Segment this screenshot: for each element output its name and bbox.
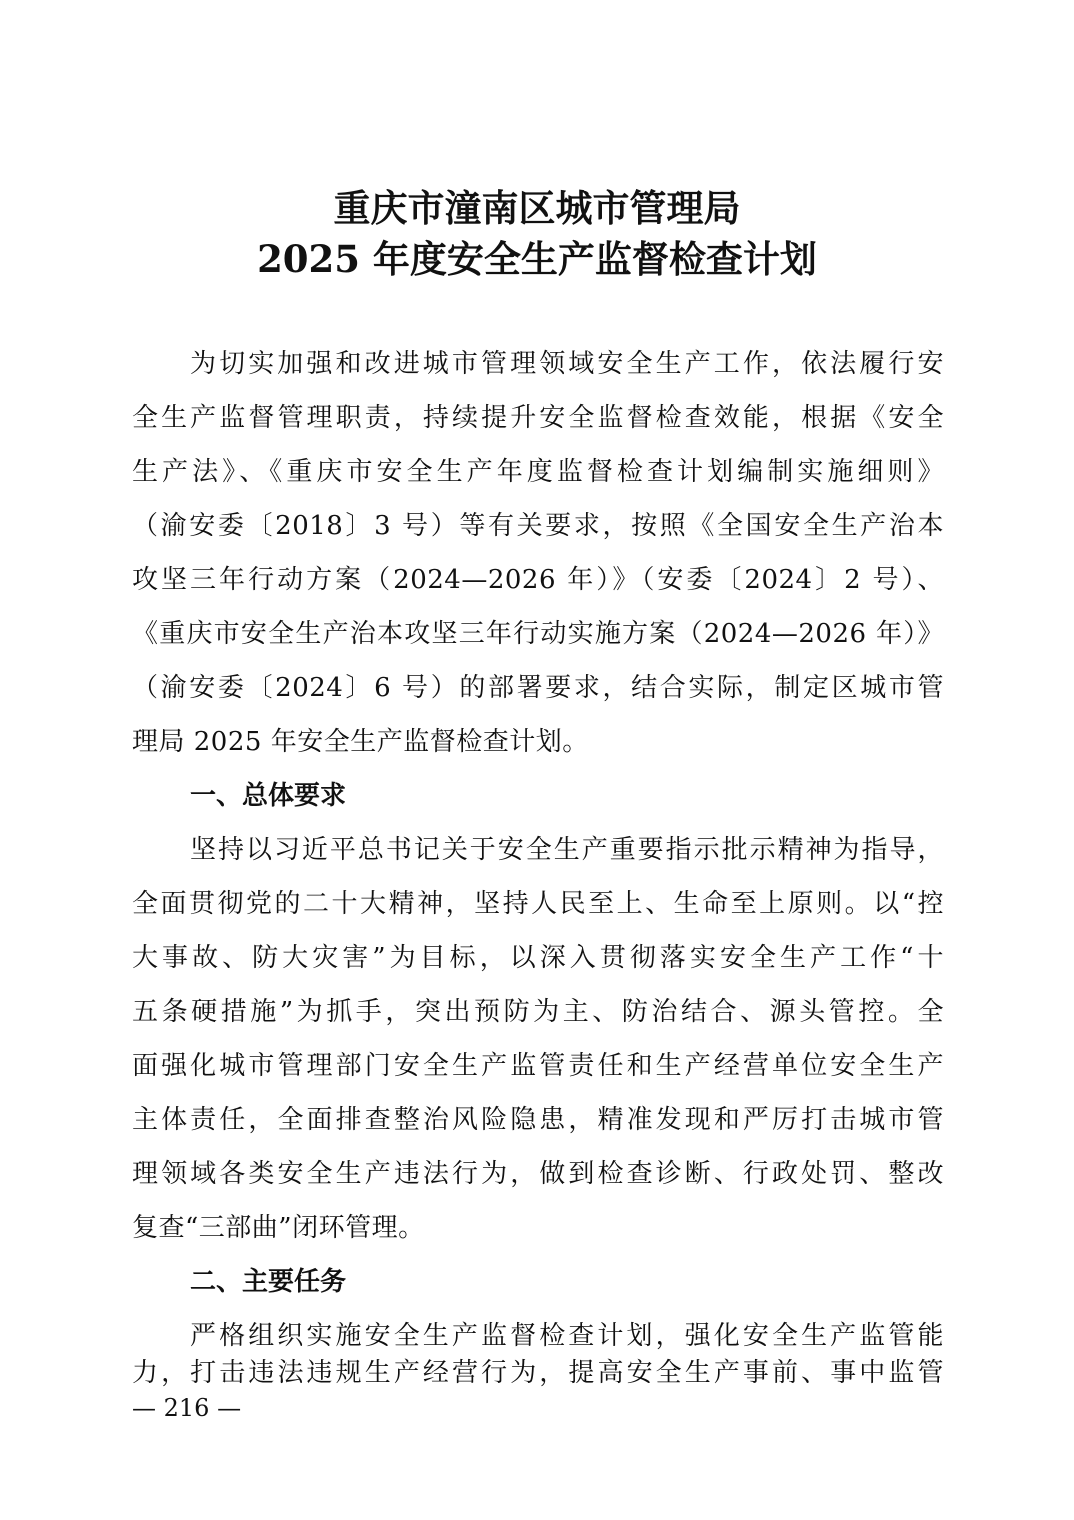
text-line: 五条硬措施”为抓手，突出预防为主、防治结合、源头管控。全 — [132, 997, 944, 1027]
text-line: 为切实加强和改进城市管理领域安全生产工作，依法履行安 — [190, 349, 944, 379]
text-line: （渝安委〔2018〕3 号）等有关要求，按照《全国安全生产治本 — [132, 511, 944, 541]
text-line: 生产法》、《重庆市安全生产年度监督检查计划编制实施细则》 — [132, 457, 944, 487]
text-line: 大事故、防大灾害”为目标，以深入贯彻落实安全生产工作“十 — [132, 943, 944, 973]
section-heading-2: 二、主要任务 — [190, 1267, 347, 1297]
text-line: 理领域各类安全生产违法行为，做到检查诊断、行政处罚、整改 — [132, 1159, 944, 1189]
text-line: 全生产监督管理职责，持续提升安全监督检查效能，根据《安全 — [132, 403, 944, 433]
text-line: 严格组织实施安全生产监督检查计划，强化安全生产监管能 — [190, 1321, 944, 1351]
text-line: 全面贯彻党的二十大精神，坚持人民至上、生命至上原则。以“控 — [132, 889, 944, 919]
text-line: 坚持以习近平总书记关于安全生产重要指示批示精神为指导， — [190, 835, 944, 865]
section-heading-1: 一、总体要求 — [190, 781, 347, 811]
title-line-2: 2025 年度安全生产监督检查计划 — [257, 237, 817, 281]
text-line: 力，打击违法违规生产经营行为，提高安全生产事前、事中监管 — [132, 1358, 944, 1388]
text-line: 复查“三部曲”闭环管理。 — [132, 1213, 425, 1243]
title-line-1: 重庆市潼南区城市管理局 — [333, 186, 741, 230]
page-number: — 216 — — [132, 1394, 242, 1422]
text-line: 《重庆市安全生产治本攻坚三年行动实施方案（2024—2026 年）》 — [132, 619, 944, 649]
text-line: 主体责任，全面排查整治风险隐患，精准发现和严厉打击城市管 — [132, 1105, 944, 1135]
text-line: 面强化城市管理部门安全生产监管责任和生产经营单位安全生产 — [132, 1051, 944, 1081]
text-line: 理局 2025 年安全生产监督检查计划。 — [132, 727, 589, 757]
text-line: 攻坚三年行动方案（2024—2026 年）》（安委〔2024〕2 号）、 — [132, 565, 944, 595]
text-line: （渝安委〔2024〕6 号）的部署要求，结合实际，制定区城市管 — [132, 673, 944, 703]
